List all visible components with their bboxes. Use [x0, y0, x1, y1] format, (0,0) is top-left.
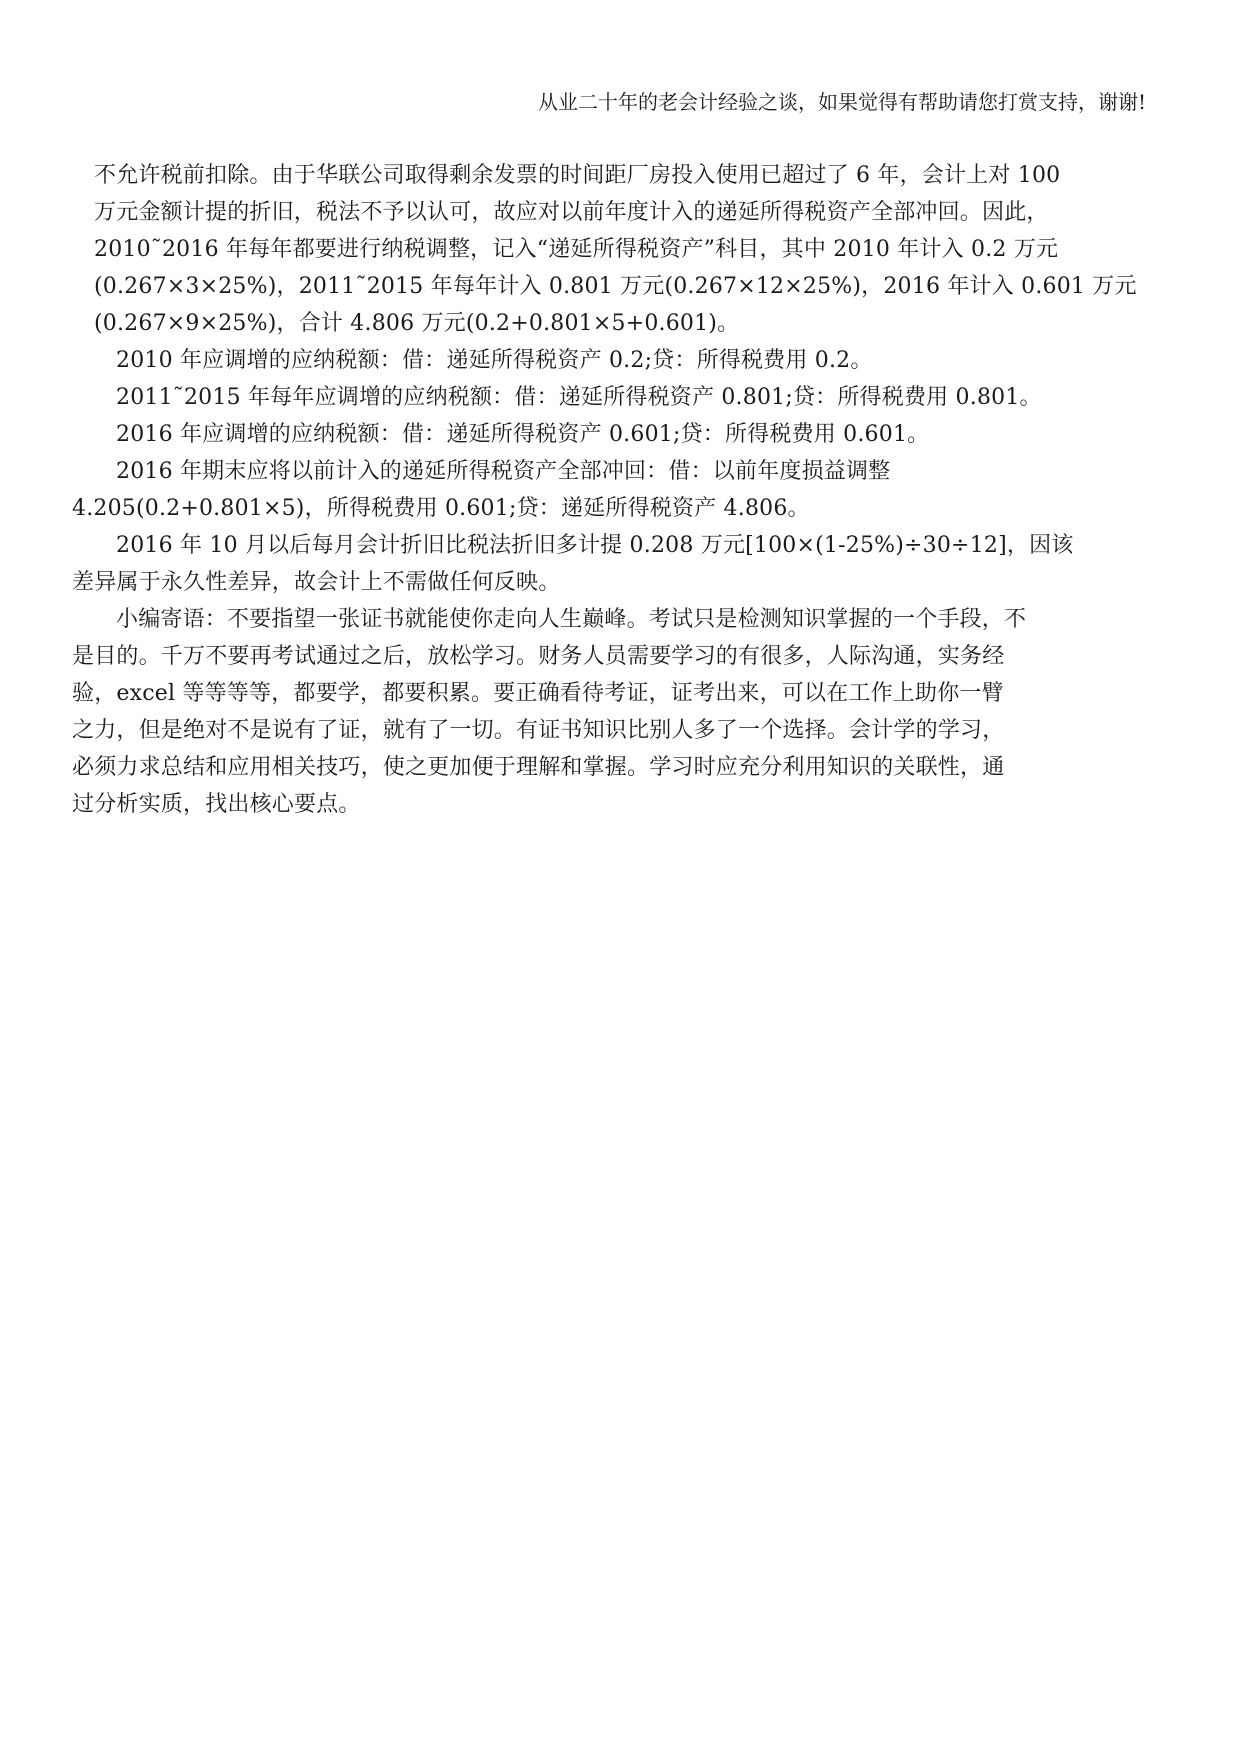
text-line: 2010 年应调增的应纳税额：借：递延所得税资产 0.2;贷：所得税费用 0.2。	[116, 348, 873, 373]
text-line: 2016 年 10 月以后每月会计折旧比税法折旧多计提 0.208 万元[100×(1-25%)÷30÷12]，因该	[116, 533, 1074, 558]
paragraph-entry-2016	[94, 416, 1146, 453]
page-header: 从业二十年的老会计经验之谈，如果觉得有帮助请您打赏支持，谢谢!	[537, 90, 1146, 114]
text-line: 2011˜2015 年每年应调增的应纳税额：借：递延所得税资产 0.801;贷：所得税费用 0.801。	[116, 385, 1042, 410]
paragraph-entry-2016-reversal	[72, 453, 1146, 527]
text-line: 不允许税前扣除。由于华联公司取得剩余发票的时间距厂房投入使用已超过了 6 年，会计上对 100	[94, 163, 1061, 188]
text-line: 2016 年期末应将以前计入的递延所得税资产全部冲回：借：以前年度损益调整	[116, 459, 891, 484]
text-line: 是目的。千万不要再考试通过之后，放松学习。财务人员需要学习的有很多，人际沟通，实务经	[72, 644, 1005, 669]
text-line: 必须力求总结和应用相关技巧，使之更加便于理解和掌握。学习时应充分利用知识的关联性，通	[72, 755, 1005, 780]
text-line: 2016 年应调增的应纳税额：借：递延所得税资产 0.601;贷：所得税费用 0.601。	[116, 422, 930, 447]
text-line: 差异属于永久性差异，故会计上不需做任何反映。	[72, 570, 561, 595]
text-line: 过分析实质，找出核心要点。	[72, 792, 361, 817]
text-line: 4.205(0.2+0.801×5)，所得税费用 0.601;贷：递延所得税资产 4.806。	[72, 496, 810, 521]
text-line: 之力，但是绝对不是说有了证，就有了一切。有证书知识比别人多了一个选择。会计学的学习，	[72, 718, 1005, 743]
paragraph-permanent-difference	[72, 527, 1146, 601]
text-line: 2010˜2016 年每年都要进行纳税调整，记入“递延所得税资产”科目，其中 2010 年计入 0.2 万元	[94, 237, 1059, 262]
paragraph-entry-2010	[94, 342, 1146, 379]
paragraph-deferred-tax	[94, 157, 1146, 342]
document-body	[72, 157, 1146, 823]
paragraph-editor-note	[72, 601, 1146, 823]
text-line: (0.267×9×25%)，合计 4.806 万元(0.2+0.801×5+0.601)。	[94, 311, 740, 336]
text-line: 小编寄语：不要指望一张证书就能使你走向人生巅峰。考试只是检测知识掌握的一个手段，不	[116, 607, 1027, 632]
text-line: 万元金额计提的折旧，税法不予以认可，故应对以前年度计入的递延所得税资产全部冲回。因此，	[94, 200, 1049, 225]
paragraph-entry-2011-2015	[94, 379, 1146, 416]
text-line: (0.267×3×25%)，2011˜2015 年每年计入 0.801 万元(0.267×12×25%)，2016 年计入 0.601 万元	[94, 274, 1137, 299]
text-line: 验，excel 等等等等，都要学，都要积累。要正确看待考证，证考出来，可以在工作上助你一臂	[72, 681, 1004, 706]
